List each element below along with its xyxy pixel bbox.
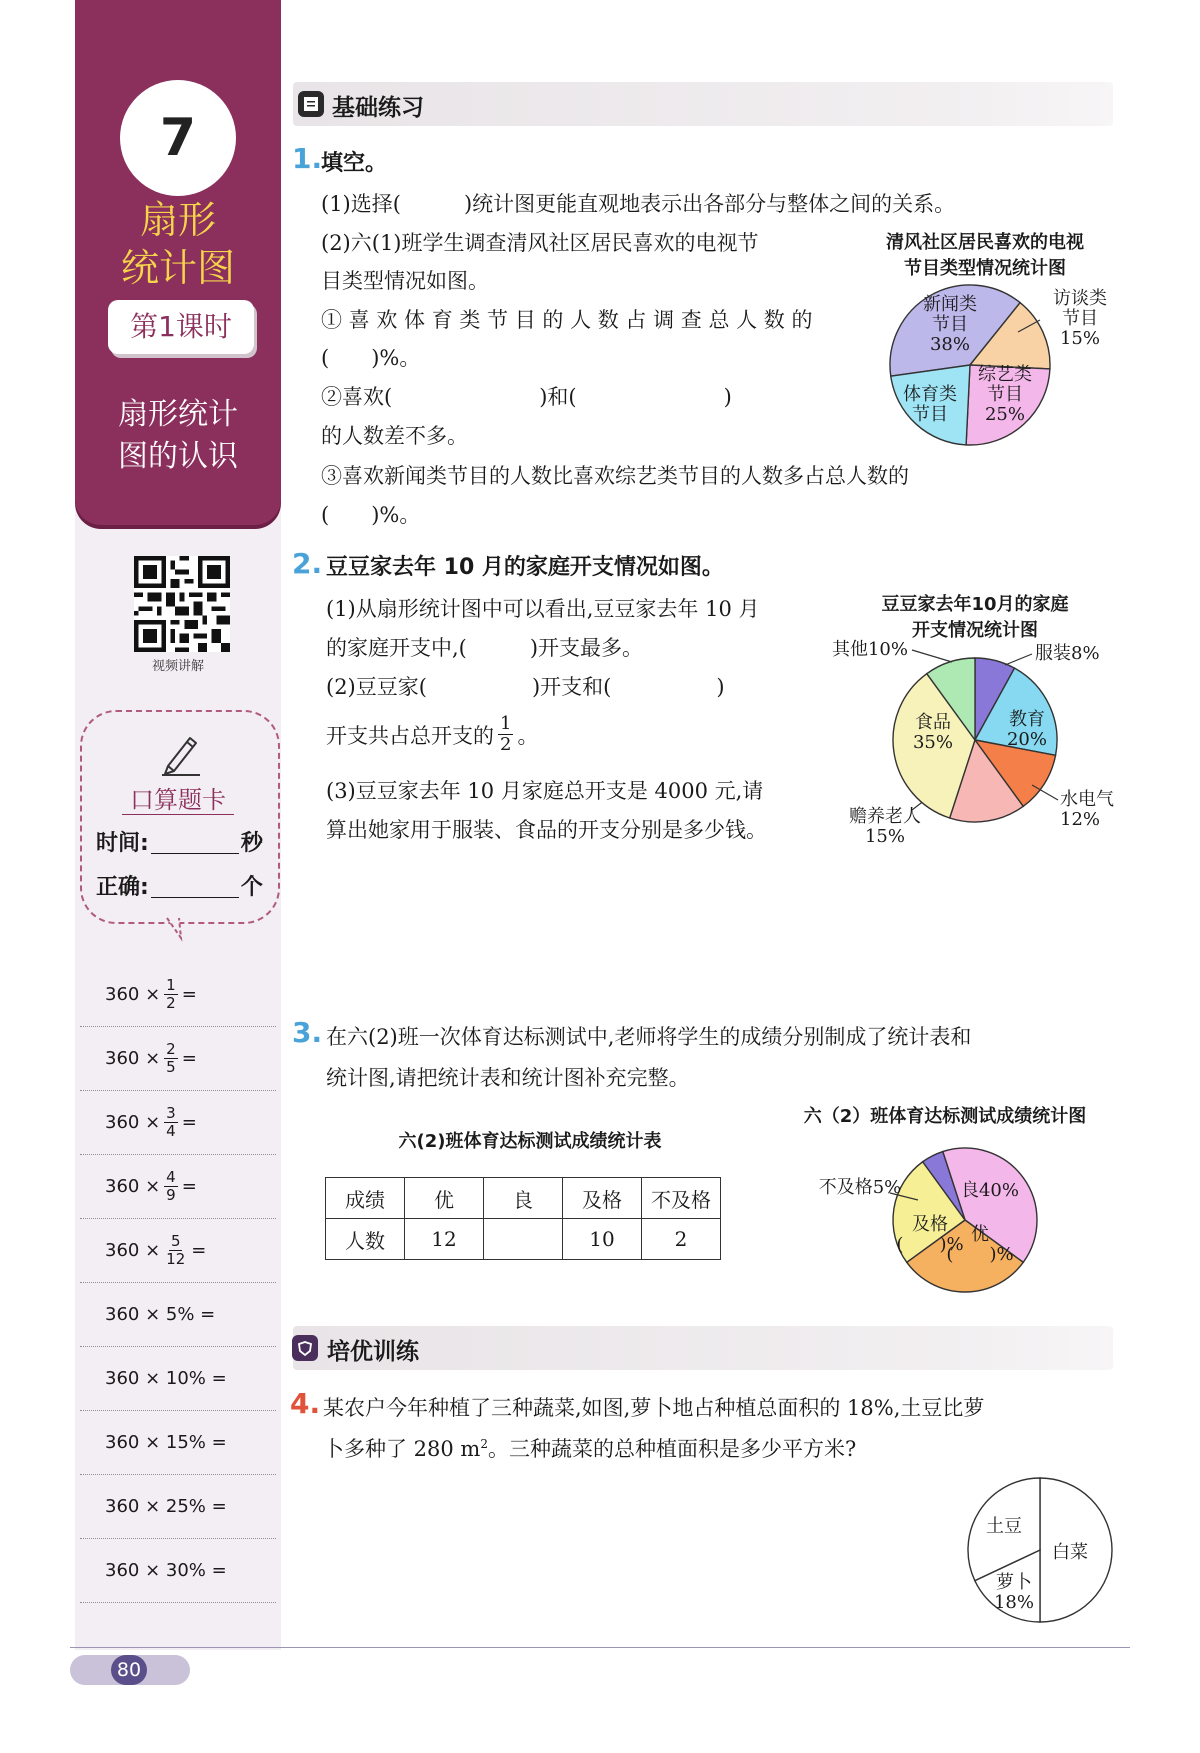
pie1-slice-label: 体育类节目 — [903, 384, 957, 425]
chart2-pie — [831, 630, 1130, 870]
correct-label: 正确: — [96, 875, 149, 900]
q3-line1: 在六(2)班一次体育达标测试中,老师将学生的成绩分别制成了统计表和 — [326, 1025, 972, 1049]
question-title-2: 豆豆家去年 10 月的家庭开支情况如图。 — [326, 555, 724, 580]
lesson-title-line1: 扇形 — [139, 198, 216, 242]
lesson-topic-line1: 扇形统计 — [118, 397, 238, 432]
q2-fraction-half: $\frac{1}{2}$ — [500, 713, 512, 755]
section-title-advanced: 培优训练 — [327, 1339, 419, 1365]
calc-row — [80, 1026, 276, 1091]
q4-line1: 某农户今年种植了三种蔬菜,如图,萝卜地占种植总面积的 18%,土豆比萝 — [323, 1396, 985, 1420]
calc-row — [80, 1410, 276, 1475]
pie2-slice-label: 水电气 12% — [1060, 789, 1114, 830]
table-cell: 12 — [405, 1219, 484, 1260]
q1-sub3-line2: ( )%。 — [321, 503, 421, 527]
chart3-title: 六（2）班体育达标测试成绩统计图 — [803, 1106, 1087, 1127]
calc-multiplicand: 360 × — [105, 1047, 161, 1069]
pie3-slice-label: 优( )% — [946, 1224, 1014, 1265]
pie1-slice-label: 新闻类节目 38% — [923, 294, 977, 355]
calc-expression: 360 × 30% = — [105, 1559, 227, 1581]
table-cell: 优 — [405, 1178, 484, 1219]
q1-sub2-line1: ②喜欢( )和( ) — [321, 385, 732, 409]
table-row — [326, 1219, 721, 1260]
pie1-slice-label: 访谈类节目 15% — [1053, 288, 1107, 349]
lesson-period: 第1课时 — [108, 300, 254, 354]
calc-multiplicand: 360 × — [105, 983, 161, 1005]
q2-part1-line2: 的家庭开支中,( )开支最多。 — [326, 636, 644, 660]
pie3-slice-label: 不及格5% — [818, 1177, 902, 1198]
speech-tail — [165, 918, 195, 942]
q1-sub3-line1: ③喜欢新闻类节目的人数比喜欢综艺类节目的人数多占总人数的 — [321, 464, 909, 488]
q2-part3-line1: (3)豆豆家去年 10 月家庭总开支是 4000 元,请 — [326, 779, 764, 803]
calc-expression: 360 × 10% = — [105, 1367, 227, 1389]
calc-fraction: $\frac{1}{2}$ — [166, 975, 176, 1012]
chart2-title-line2: 开支情况统计图 — [912, 620, 1038, 641]
lesson-number: 7 — [120, 80, 236, 196]
score-table — [325, 1177, 721, 1260]
calc-row — [80, 1538, 276, 1603]
chart1-title-line1: 清风社区居民喜欢的电视 — [886, 232, 1084, 253]
calc-multiplicand: 360 × — [105, 1239, 161, 1261]
calc-expression: 360 × 25% = — [105, 1495, 227, 1517]
time-label: 时间: — [96, 831, 149, 856]
correct-unit: 个 — [240, 875, 263, 900]
table-cell: 良 — [484, 1178, 563, 1219]
time-field — [96, 826, 263, 857]
calc-multiplicand: 360 × — [105, 1111, 161, 1133]
q2-part2-line2 — [326, 714, 538, 755]
qr-caption: 视频讲解 — [151, 659, 204, 674]
calc-fraction: $\frac{3}{4}$ — [166, 1103, 176, 1140]
calc-expression: 360 × 15% = — [105, 1431, 227, 1453]
correct-blank[interactable] — [151, 897, 239, 898]
calc-equals: = — [181, 1111, 197, 1133]
calc-equals: = — [181, 1047, 197, 1069]
chart1-title-line2: 节目类型情况统计图 — [904, 258, 1066, 279]
question-title-1: 填空。 — [321, 151, 388, 176]
calc-row — [80, 1154, 276, 1219]
time-unit: 秒 — [240, 831, 263, 856]
calc-equals: = — [191, 1239, 207, 1261]
qr-code-icon[interactable] — [134, 556, 230, 652]
table-cell: 人数 — [326, 1219, 405, 1260]
bottom-rule — [70, 1647, 1130, 1648]
calc-fraction: $\frac{4}{9}$ — [166, 1167, 176, 1204]
pie2-leader-line — [912, 650, 952, 662]
table-cell: 及格 — [563, 1178, 642, 1219]
q2-part3-line2: 算出她家用于服装、食品的开支分别是多少钱。 — [326, 818, 767, 842]
calc-row — [80, 1218, 276, 1283]
table-cell: 10 — [563, 1219, 642, 1260]
chart2-title-line1: 豆豆家去年10月的家庭 — [881, 594, 1069, 615]
calc-multiplicand: 360 × — [105, 1175, 161, 1197]
calc-row — [80, 1346, 276, 1411]
pie1-slice-label: 综艺类节目 25% — [978, 364, 1032, 425]
calc-fraction: $\frac{5}{12}$ — [166, 1231, 186, 1268]
oral-card-title-underline — [122, 814, 234, 815]
question-number-4: 4. — [290, 1387, 321, 1420]
section-title-basic: 基础练习 — [332, 95, 424, 121]
calc-row — [80, 1282, 276, 1347]
calc-row — [80, 1090, 276, 1155]
pie2-leader-line — [1005, 654, 1032, 665]
q1-sub1-line2: ( )%。 — [321, 346, 421, 370]
pie2-slice-label: 服装8% — [1035, 643, 1100, 664]
q2-part2-end: 。 — [517, 723, 539, 748]
calc-equals: = — [181, 1175, 197, 1197]
chart3-pie — [780, 1130, 1080, 1310]
calc-row — [80, 962, 276, 1027]
pie2-slice-label: 其他10% — [831, 639, 908, 660]
lesson-title-line2: 统计图 — [120, 246, 235, 290]
calc-row — [80, 1474, 276, 1539]
pencil-icon — [154, 728, 204, 778]
chart1-pie — [850, 270, 1130, 470]
lesson-title — [75, 196, 281, 292]
chart4-pie — [950, 1470, 1130, 1640]
shield-heart-icon — [292, 1335, 318, 1361]
table-title: 六(2)班体育达标测试成绩统计表 — [398, 1131, 662, 1152]
calc-fraction: $\frac{2}{5}$ — [166, 1039, 176, 1076]
q2-part2-line1: (2)豆豆家( )开支和( ) — [326, 675, 725, 699]
question-number-1: 1. — [292, 142, 323, 175]
pie3-slice-label: 良40% — [960, 1180, 1020, 1201]
question-number-3: 3. — [292, 1016, 323, 1049]
calc-expression: 360 × 5% = — [105, 1303, 216, 1325]
q4-line2: 卜多种了 280 $m^2$。三种蔬菜的总种植面积是多少平方米? — [323, 1437, 857, 1461]
correct-field — [96, 870, 263, 901]
pie4-slice-label: 萝卜 18% — [993, 1572, 1035, 1613]
pie2-slice-label: 赡养老人 15% — [849, 806, 921, 847]
q1-part1: (1)选择( )统计图更能直观地表示出各部分与整体之间的关系。 — [321, 192, 956, 216]
page-number: 80 — [111, 1655, 147, 1685]
lesson-topic-line2: 图的认识 — [118, 439, 238, 474]
q3-line2: 统计图,请把统计表和统计图补充完整。 — [326, 1066, 690, 1090]
table-cell: 成绩 — [326, 1178, 405, 1219]
pie4-slice-label: 白菜 — [1052, 1542, 1088, 1563]
lesson-topic — [75, 394, 281, 478]
table-cell: 2 — [642, 1219, 721, 1260]
pie2-slice-label: 食品 35% — [912, 712, 954, 753]
q2-part2-text: 开支共占总开支的 — [326, 723, 494, 748]
pie2-slice-label: 教育 20% — [1006, 709, 1048, 750]
notebook-icon — [298, 91, 324, 117]
q1-sub2-line2: 的人数差不多。 — [321, 424, 468, 448]
pie3-slice-label: 及格( )% — [896, 1214, 964, 1255]
q1-sub1-line1: ① 喜 欢 体 育 类 节 目 的 人 数 占 调 查 总 人 数 的 — [321, 308, 813, 332]
q1-part2-line1: (2)六(1)班学生调查清风社区居民喜欢的电视节 — [321, 231, 759, 255]
oral-card-title: 口算题卡 — [130, 786, 226, 814]
pie4-slice-label: 土豆 — [986, 1516, 1022, 1537]
q2-part1-line1: (1)从扇形统计图中可以看出,豆豆家去年 10 月 — [326, 597, 760, 621]
question-number-2: 2. — [292, 547, 323, 580]
q1-part2-line2: 目类型情况如图。 — [321, 269, 489, 293]
table-header-row — [326, 1178, 721, 1219]
table-cell-blank[interactable] — [484, 1219, 563, 1260]
table-cell: 不及格 — [642, 1178, 721, 1219]
calc-equals: = — [181, 983, 197, 1005]
time-blank[interactable] — [151, 853, 239, 854]
